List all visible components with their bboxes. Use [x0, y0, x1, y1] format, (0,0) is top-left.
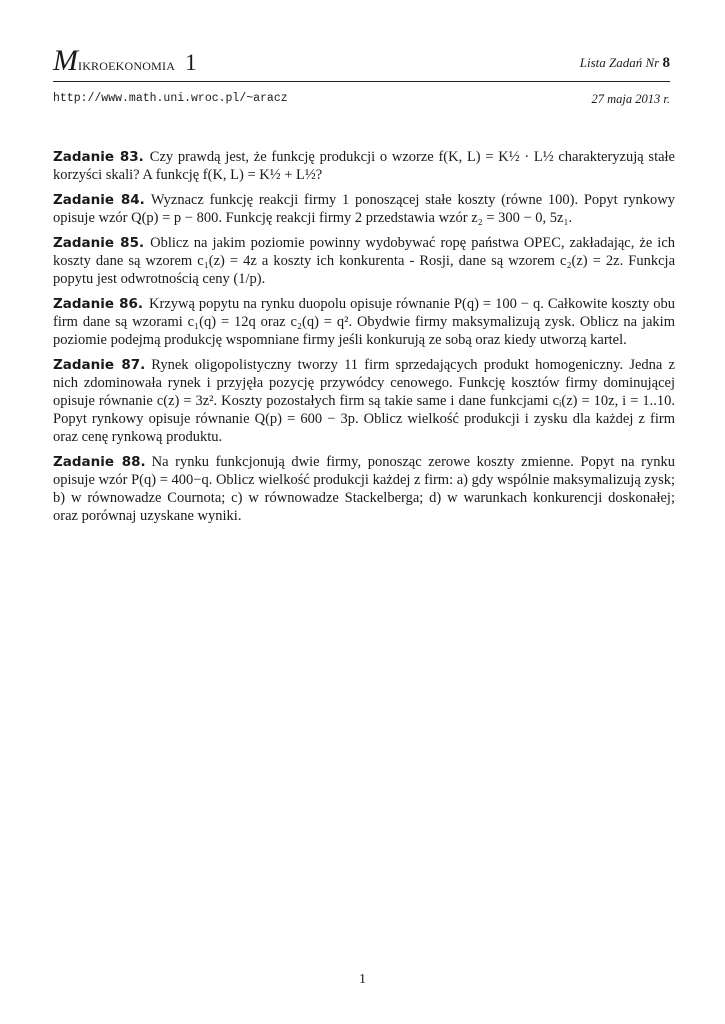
task-list [53, 148, 675, 532]
task-label: Zadanie 84. [53, 192, 145, 208]
task-84 [53, 191, 675, 227]
task-label: Zadanie 87. [53, 357, 146, 373]
task-text: Na rynku funkcjonują dwie firmy, ponosząc zerowe koszty zmienne. Popyt na rynku opisuje wzór P(q) = 400−q. Oblicz wielkość produkcji każdej z firm: a) gdy wspólnie maksymalizują zysk; b) w równowadze Cournota; c) w równowadze Stackelberga; d) w warunkach konkurencji doskonałej; oraz porównaj uzyskane wyniki. [53, 454, 675, 524]
course-title-initial: M [53, 44, 78, 77]
list-info [580, 55, 670, 72]
task-87 [53, 356, 675, 446]
document-date: 27 maja 2013 r. [591, 92, 670, 106]
task-label: Zadanie 88. [53, 454, 146, 470]
task-text: Wyznacz funkcję reakcji firmy 1 ponoszącej stałe koszty (równe 100). Popyt rynkowy opisuje wzór Q(p) = p − 800. Funkcję reakcji firmy 2 przedstawia wzór z₂ = 300 − 0, 5z₁. [53, 192, 675, 226]
course-title [53, 46, 197, 76]
task-text: Oblicz na jakim poziomie powinny wydobywać ropę państwa OPEC, zakładając, że ich koszty dane są wzorem c₁(z) = 4z a koszty ich konkurenta - Rosji, dane są wzorem c₂(z) = 2z. Funkcja popytu jest odwrotnością ceny (1/p). [53, 235, 676, 287]
task-label: Zadanie 85. [53, 235, 145, 251]
course-title-number: 1 [185, 50, 197, 75]
course-title-text: ikroekonomia [78, 55, 176, 74]
subheader [53, 92, 670, 108]
task-text: Czy prawdą jest, że funkcję produkcji o wzorze f(K, L) = K½ · L½ charakteryzują stałe korzyści skali? A funkcję f(K, L) = K½ + L½? [53, 149, 675, 183]
page-number: 1 [359, 972, 366, 987]
task-label: Zadanie 86. [53, 296, 144, 312]
task-text: Rynek oligopolistyczny tworzy 11 firm sprzedających produkt homogeniczny. Jedna z nich zdominowała rynek i przyjęła pozycję przywódcy cenowego. Funkcję kosztów firmy dominującej opisuje równanie c(z) = 3z². Koszty pozostałych firm są takie same i dane funkcjami cᵢ(z) = 10z, i = 1..10. Popyt rynkowy opisuje równanie Q(p) = 600 − 3p. Oblicz wielkość produkcji i zysku dla każdej z firm oraz cenę rynkową produktu. [53, 357, 675, 445]
list-label: Lista Zadań Nr [579, 55, 660, 70]
page-header [53, 46, 670, 82]
task-83 [53, 148, 675, 184]
task-88 [53, 453, 675, 525]
author-url: http://www.math.uni.wroc.pl/~aracz [53, 92, 288, 105]
header-rule [53, 81, 670, 82]
task-text: Krzywą popytu na rynku duopolu opisuje równanie P(q) = 100 − q. Całkowite koszty obu firm dane są wzorami c₁(q) = 12q oraz c₂(q) = q². Obydwie firmy maksymalizują zysk. Oblicz na jakim poziomie podejmą produkcję wspomniane firmy jeśli konkurują ze sobą oraz kiedy utworzą kartel. [53, 296, 675, 348]
list-number: 8 [662, 55, 670, 71]
task-85 [53, 234, 675, 288]
task-86 [53, 295, 675, 349]
task-label: Zadanie 83. [53, 149, 144, 165]
